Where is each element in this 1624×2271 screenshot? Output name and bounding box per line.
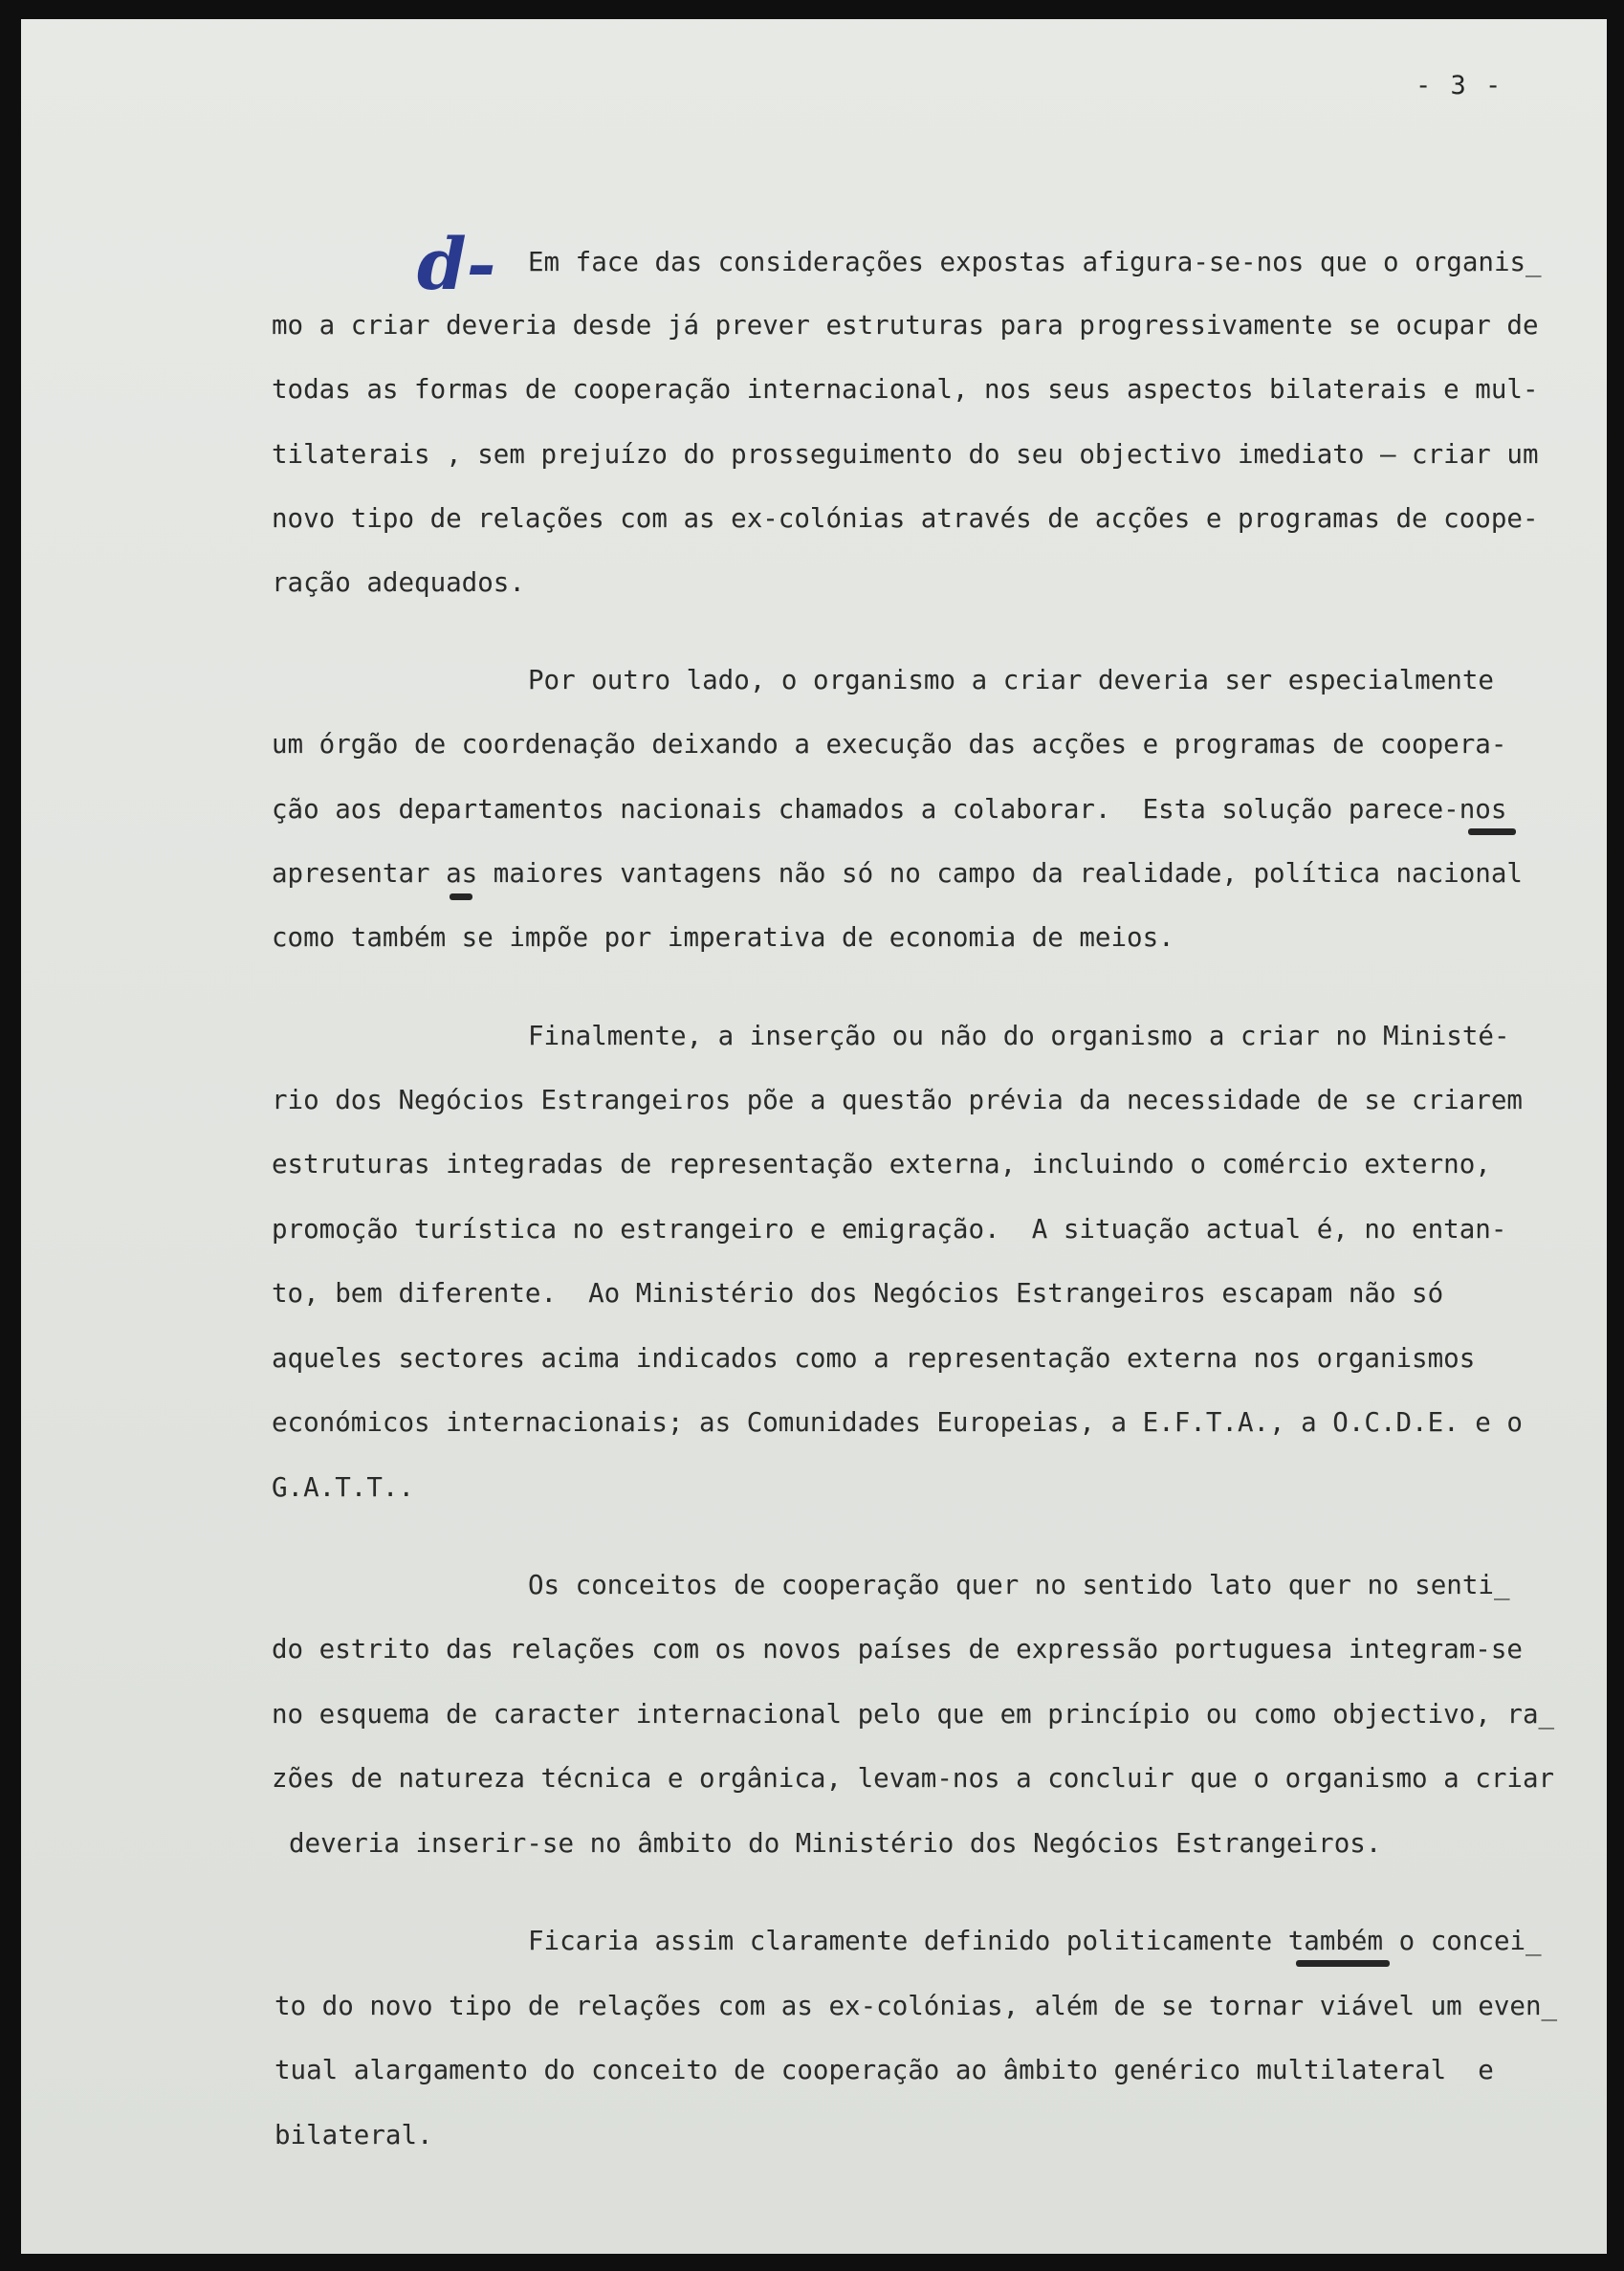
text-line: bilateral. bbox=[274, 2120, 433, 2150]
text-line: apresentar as maiores vantagens não só no campo da realidade, política nacional bbox=[272, 858, 1523, 889]
text-line: económicos internacionais; as Comunidades Europeias, a E.F.T.A., a O.C.D.E. e o bbox=[272, 1407, 1523, 1438]
text-line: Finalmente, a inserção ou não do organismo a criar no Ministé- bbox=[528, 1021, 1510, 1051]
overtype-mark bbox=[1468, 828, 1516, 835]
text-line: to, bem diferente. Ao Ministério dos Negócios Estrangeiros escapam não só bbox=[272, 1278, 1444, 1309]
text-line: Em face das considerações expostas afigura-se-nos que o organis_ bbox=[528, 247, 1542, 277]
text-line: Os conceitos de cooperação quer no sentido lato quer no senti_ bbox=[528, 1570, 1510, 1600]
text-line: ração adequados. bbox=[272, 567, 525, 598]
text-line: estruturas integradas de representação externa, incluindo o comércio externo, bbox=[272, 1149, 1491, 1180]
text-line: zões de natureza técnica e orgânica, levam-nos a concluir que o organismo a criar bbox=[272, 1763, 1555, 1794]
document-page bbox=[21, 19, 1607, 2254]
text-line: G.A.T.T.. bbox=[272, 1472, 415, 1503]
handwritten-mark: d- bbox=[417, 224, 496, 306]
overtype-mark bbox=[450, 893, 472, 900]
text-line: mo a criar deveria desde já prever estruturas para progressivamente se ocupar de bbox=[272, 310, 1539, 341]
text-line: rio dos Negócios Estrangeiros põe a questão prévia da necessidade de se criarem bbox=[272, 1085, 1523, 1115]
text-line: todas as formas de cooperação internacional, nos seus aspectos bilaterais e mul- bbox=[272, 374, 1539, 405]
page-number: - 3 - bbox=[1416, 71, 1503, 100]
text-line: Por outro lado, o organismo a criar deveria ser especialmente bbox=[528, 665, 1494, 695]
text-line: promoção turística no estrangeiro e emigração. A situação actual é, no entan- bbox=[272, 1214, 1507, 1245]
text-line: do estrito das relações com os novos países de expressão portuguesa integram-se bbox=[272, 1634, 1523, 1665]
text-line: deveria inserir-se no âmbito do Ministério dos Negócios Estrangeiros. bbox=[289, 1828, 1382, 1859]
text-line: to do novo tipo de relações com as ex-colónias, além de se tornar viável um even_ bbox=[274, 1991, 1558, 2021]
text-line: um órgão de coordenação deixando a execução das acções e programas de coopera- bbox=[272, 729, 1507, 760]
text-line: aqueles sectores acima indicados como a representação externa nos organismos bbox=[272, 1343, 1476, 1374]
text-line: Ficaria assim claramente definido politicamente também o concei_ bbox=[528, 1926, 1542, 1956]
text-line: tual alargamento do conceito de cooperação ao âmbito genérico multilateral e bbox=[274, 2055, 1494, 2085]
text-line: como também se impõe por imperativa de economia de meios. bbox=[272, 922, 1174, 953]
overtype-mark bbox=[1296, 1960, 1390, 1967]
text-line: novo tipo de relações com as ex-colónias através de acções e programas de coope- bbox=[272, 503, 1539, 534]
text-line: tilaterais , sem prejuízo do prosseguimento do seu objectivo imediato — criar um bbox=[272, 439, 1539, 470]
text-line: ção aos departamentos nacionais chamados a colaborar. Esta solução parece-nos bbox=[272, 794, 1507, 825]
text-line: no esquema de caracter internacional pelo que em princípio ou como objectivo, ra_ bbox=[272, 1699, 1555, 1730]
